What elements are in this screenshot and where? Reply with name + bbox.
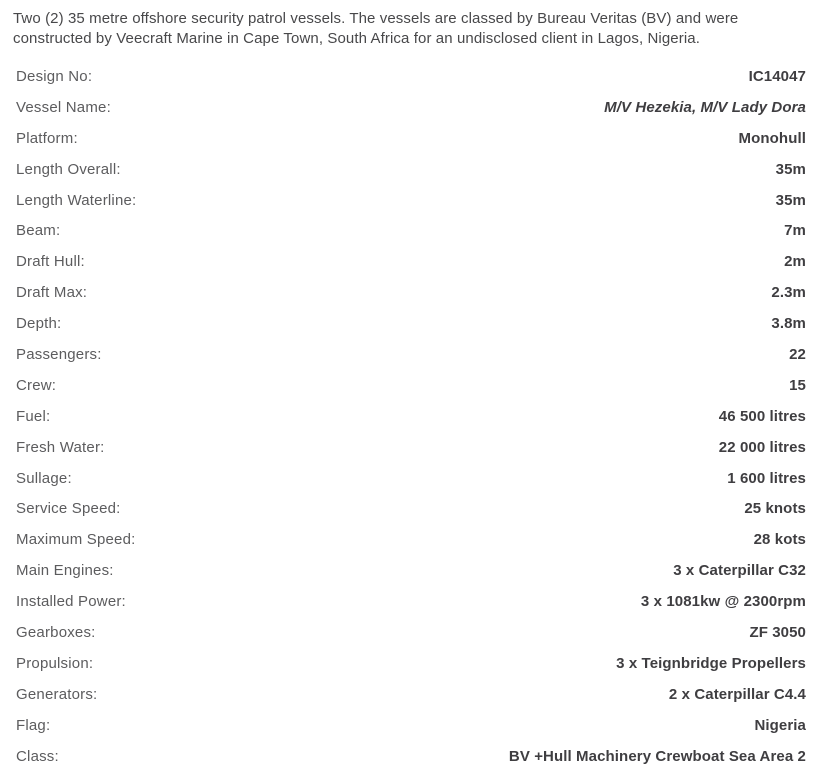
spec-row (0, 710, 830, 741)
spec-table (0, 61, 830, 771)
spec-row (0, 586, 830, 617)
spec-label: Fresh Water: (16, 438, 105, 456)
spec-label: Sullage: (16, 469, 72, 487)
spec-value: 46 500 litres (718, 407, 806, 425)
spec-row (0, 741, 830, 772)
spec-label: Maximum Speed: (16, 531, 136, 549)
spec-value: 15 (789, 376, 806, 394)
spec-row (0, 215, 830, 246)
spec-label: Class: (16, 747, 59, 765)
spec-row (0, 463, 830, 494)
spec-label: Length Overall: (16, 160, 121, 178)
spec-label: Platform: (16, 129, 78, 147)
spec-row (0, 185, 830, 216)
spec-value: 35m (775, 191, 806, 209)
spec-label: Crew: (16, 376, 57, 394)
spec-value: Nigeria (754, 716, 806, 734)
spec-row (0, 61, 830, 92)
spec-value: 7m (784, 222, 806, 240)
spec-label: Design No: (16, 67, 93, 85)
spec-value: 2.3m (771, 284, 806, 302)
spec-label: Draft Max: (16, 284, 88, 302)
spec-row (0, 648, 830, 679)
spec-row (0, 432, 830, 463)
spec-label: Passengers: (16, 345, 102, 363)
spec-label: Beam: (16, 222, 61, 240)
spec-row (0, 339, 830, 370)
spec-row (0, 370, 830, 401)
spec-value: 35m (775, 160, 806, 178)
spec-label: Generators: (16, 685, 98, 703)
spec-value: ZF 3050 (749, 623, 806, 641)
spec-label: Installed Power: (16, 593, 126, 611)
spec-row (0, 679, 830, 710)
spec-row (0, 555, 830, 586)
spec-value: 22 (789, 345, 806, 363)
spec-row (0, 92, 830, 123)
spec-label: Fuel: (16, 407, 51, 425)
spec-row (0, 277, 830, 308)
spec-value: 3 x Caterpillar C32 (673, 562, 806, 580)
spec-value: BV +Hull Machinery Crewboat Sea Area 2 (508, 747, 806, 765)
spec-row (0, 524, 830, 555)
spec-value: 2 x Caterpillar C4.4 (668, 685, 806, 703)
spec-value: Monohull (738, 129, 806, 147)
spec-label: Main Engines: (16, 562, 114, 580)
spec-label: Gearboxes: (16, 623, 96, 641)
spec-value: 25 knots (744, 500, 806, 518)
spec-row (0, 123, 830, 154)
spec-row (0, 154, 830, 185)
spec-value: IC14047 (748, 67, 806, 85)
spec-label: Flag: (16, 716, 51, 734)
spec-label: Service Speed: (16, 500, 121, 518)
spec-value: 3.8m (771, 315, 806, 333)
spec-value: M/V Hezekia, M/V Lady Dora (604, 98, 806, 116)
spec-value: 3 x Teignbridge Propellers (616, 654, 806, 672)
spec-row (0, 246, 830, 277)
spec-label: Depth: (16, 315, 62, 333)
spec-value: 3 x 1081kw @ 2300rpm (640, 593, 806, 611)
spec-row (0, 401, 830, 432)
spec-row (0, 308, 830, 339)
spec-row (0, 617, 830, 648)
spec-row (0, 493, 830, 524)
spec-label: Draft Hull: (16, 253, 85, 271)
intro-paragraph: Two (2) 35 metre offshore security patrol vessels. The vessels are classed by Bureau Veritas (BV) and were constructed by Veecraft Marine in Cape Town, South Africa for an undisclosed client in Lagos, Nigeria. (13, 10, 739, 47)
spec-value: 1 600 litres (727, 469, 806, 487)
spec-value: 28 kots (753, 531, 806, 549)
spec-label: Length Waterline: (16, 191, 137, 209)
spec-value: 22 000 litres (718, 438, 806, 456)
spec-label: Vessel Name: (16, 98, 111, 116)
spec-value: 2m (784, 253, 806, 271)
spec-label: Propulsion: (16, 654, 94, 672)
